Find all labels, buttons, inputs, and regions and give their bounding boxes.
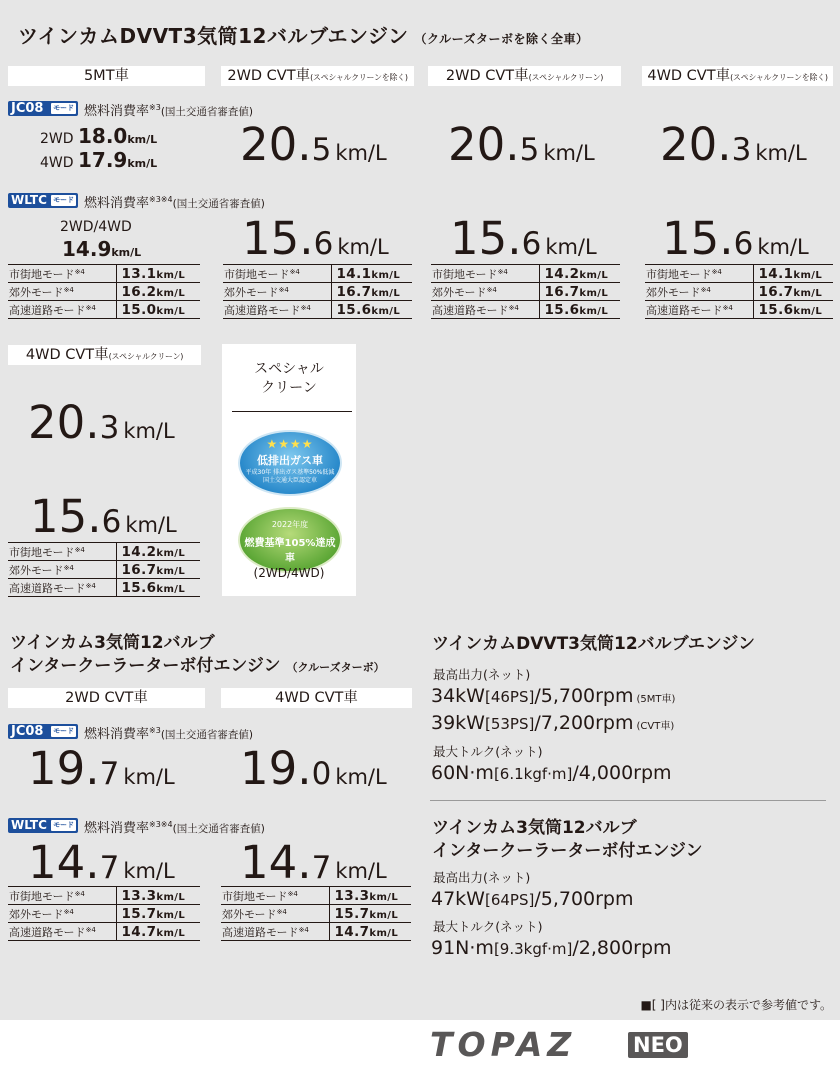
jc08-4wd-cvt-unit: km/L (755, 141, 807, 165)
section1-subtitle: （クルーズターボを除く全車） (414, 32, 589, 46)
spec-note: (5MT車) (636, 694, 676, 705)
spec2-power-label: 最高出力(ネット) (433, 870, 531, 885)
wltc-4wd-special-unit: km/L (125, 513, 177, 537)
table-row (8, 887, 200, 905)
mt-jc08-2wd-dec: 0 (113, 124, 128, 148)
section1-title-text: ツインカムDVVT3気筒12バルブエンジン (18, 24, 409, 48)
table-row (8, 561, 200, 579)
header-2wd-cvt-label: 2WD CVT車 (227, 68, 311, 84)
wltc-badge-text: WLTC (11, 193, 47, 207)
sub-value: 15.7 (334, 905, 370, 922)
mt-wltc-value (62, 237, 141, 261)
spec2-torque-label: 最大トルク(ネット) (433, 919, 543, 934)
sub-sup: ※4 (63, 563, 74, 572)
sub-value: 13.3 (334, 887, 370, 904)
spec-bracket: [6.1kgf·m] (493, 765, 573, 783)
wltc-turbo-2wd-unit: km/L (123, 859, 175, 883)
sub-unit: km/L (579, 287, 609, 299)
table-row (645, 265, 833, 283)
sub-sup: ※4 (74, 889, 85, 898)
header-2wd-cvt (221, 66, 414, 86)
jc08-4wd-special-unit: km/L (123, 419, 175, 443)
sub-sup: ※4 (722, 303, 733, 312)
header-5mt-label: 5MT車 (83, 68, 130, 84)
sub-unit: km/L (371, 269, 401, 281)
header-2wd-cvt-special-label: 2WD CVT車 (445, 68, 529, 84)
wltc-2wd-special-int: 15. (450, 212, 522, 265)
spec-main: 39kW (431, 712, 485, 734)
turbo-4wd-sub-table (221, 886, 411, 941)
sub-unit: km/L (156, 909, 186, 921)
sub-value: 14.2 (121, 543, 157, 560)
mt-jc08-4wd-int: 17. (77, 148, 114, 172)
table-row (221, 905, 411, 923)
table-row (8, 905, 200, 923)
header-turbo-2wd (8, 688, 205, 708)
4wd-special-sub-table (8, 542, 200, 597)
wltc-2wd-cvt-unit: km/L (337, 235, 389, 259)
sub-sup: ※4 (85, 581, 96, 590)
sub-value: 16.7 (121, 561, 157, 578)
2wd-special-sub-table (431, 264, 620, 319)
table-row (221, 923, 411, 941)
wltc-label-text: 燃料消費率 (84, 196, 150, 211)
sub-unit: km/L (579, 305, 609, 317)
spec-bracket: [9.3kgf·m] (493, 940, 573, 958)
wltc-4wd-special-int: 15. (30, 490, 102, 543)
spec-note: (CVT車) (636, 721, 675, 732)
jc08-badge-turbo (8, 724, 78, 739)
sub-sup: ※4 (486, 285, 497, 294)
sub-unit: km/L (369, 909, 399, 921)
sub-unit: km/L (156, 287, 186, 299)
mt-jc08-2wd-unit: km/L (127, 133, 158, 146)
wltc-badge-tag: モード (53, 196, 74, 204)
jc08-turbo-2wd-unit: km/L (123, 765, 175, 789)
sub-sup: ※4 (508, 303, 519, 312)
sub-sup: ※4 (85, 303, 96, 312)
spec-bracket: [46PS] (484, 688, 535, 706)
low-emission-logo (238, 430, 342, 496)
header-5mt (8, 66, 205, 86)
table-row (223, 301, 412, 319)
sub-unit: km/L (793, 269, 823, 281)
sub-sup: ※4 (278, 285, 289, 294)
jc08-badge-text: JC08 (11, 724, 44, 739)
sub-unit: km/L (156, 927, 186, 939)
special-clean-foot: (2WD/4WD) (253, 566, 325, 580)
sub-value: 16.7 (336, 283, 372, 300)
jc08-label-note: (国土交通省審査値) (160, 106, 254, 118)
wltc-label-note: (国土交通省審査値) (172, 823, 265, 835)
sub-sup: ※4 (74, 545, 85, 554)
spec1-title: ツインカムDVVT3気筒12バルブエンジン (432, 634, 755, 654)
jc08-turbo-4wd-value (240, 742, 387, 795)
table-row (431, 283, 620, 301)
emission-sub1: 平成30年 排出ガス基準50%低減 (245, 469, 335, 476)
fuel-standard-logo (238, 507, 342, 573)
sub-value: 16.7 (758, 283, 794, 300)
mt-wltc-unit: km/L (111, 246, 142, 259)
header-4wd-special-label: 4WD CVT車 (25, 347, 109, 363)
jc08-turbo-2wd-dec: 7 (99, 756, 120, 792)
sub-unit: km/L (371, 305, 401, 317)
sub-key: 市街地モード (9, 889, 75, 903)
wltc-2wd-cvt-dec: 6 (313, 226, 334, 262)
wltc-badge-turbo (8, 818, 78, 833)
table-row (8, 543, 200, 561)
sub-key: 高速道路モード (432, 303, 509, 317)
emission-sub2: 国土交通大臣認定車 (262, 477, 317, 484)
spec1-torque-label: 最大トルク(ネット) (433, 744, 543, 759)
jc08-2wd-cvt-value (240, 118, 387, 171)
mt-jc08-2wd-label: 2WD (40, 131, 74, 147)
header-4wd-special-note: (スペシャルクリーン) (108, 352, 184, 361)
jc08-4wd-special-dec: 3 (99, 410, 120, 446)
table-row (8, 579, 200, 597)
wltc-turbo-4wd-dec: 7 (311, 850, 332, 886)
header-4wd-cvt-label: 4WD CVT車 (647, 68, 731, 84)
mt-wltc-int: 14. (62, 237, 98, 261)
wltc-turbo-4wd-value (240, 836, 387, 889)
wltc-label (84, 192, 265, 211)
special-clean-title-line2: クリーン (261, 380, 317, 396)
sub-unit: km/L (156, 269, 186, 281)
wltc-label-sup: ※3※4 (149, 195, 173, 204)
sub-unit: km/L (579, 269, 609, 281)
4wd-cvt-sub-table (645, 264, 833, 319)
sub-key: 市街地モード (222, 889, 288, 903)
table-row (8, 283, 200, 301)
spec-rest: /5,700rpm (534, 888, 634, 910)
jc08-2wd-cvt-dec: 5 (311, 132, 332, 168)
sub-value: 14.7 (121, 923, 157, 940)
turbo-2wd-sub-table (8, 886, 200, 941)
header-2wd-cvt-special (428, 66, 621, 86)
sub-sup: ※4 (289, 267, 300, 276)
table-row (223, 283, 412, 301)
sub-unit: km/L (156, 547, 186, 559)
jc08-turbo-4wd-unit: km/L (335, 765, 387, 789)
jc08-2wd-special-value (448, 118, 595, 171)
mt-jc08-4wd (40, 148, 157, 172)
section1-title (18, 20, 589, 49)
sub-key: 高速道路モード (9, 925, 86, 939)
sub-key: 郊外モード (432, 285, 487, 299)
wltc-badge-text: WLTC (11, 818, 47, 832)
wltc-label-text: 燃料消費率 (84, 821, 150, 836)
mt-jc08-4wd-unit: km/L (127, 157, 158, 170)
header-4wd-cvt (642, 66, 833, 86)
jc08-2wd-cvt-unit: km/L (335, 141, 387, 165)
sub-value: 16.7 (544, 283, 580, 300)
wltc-turbo-2wd-dec: 7 (99, 850, 120, 886)
wltc-badge-tag: モード (53, 821, 74, 829)
sub-unit: km/L (371, 287, 401, 299)
jc08-turbo-4wd-int: 19. (240, 742, 312, 795)
jc08-label-turbo (84, 723, 253, 742)
jc08-badge (8, 101, 78, 116)
table-row (431, 265, 620, 283)
sub-value: 15.6 (544, 301, 580, 318)
logo-word: TOPAZ (430, 1025, 577, 1064)
wltc-turbo-2wd-value (28, 836, 175, 889)
sub-sup: ※4 (276, 907, 287, 916)
wltc-4wd-cvt-dec: 6 (733, 226, 754, 262)
jc08-4wd-special-value (28, 396, 175, 449)
sub-sup: ※4 (298, 925, 309, 934)
header-turbo-2wd-label: 2WD CVT車 (65, 690, 148, 706)
wltc-2wd-cvt-value (242, 212, 389, 265)
sub-value: 15.6 (336, 301, 372, 318)
jc08-2wd-cvt-int: 20. (240, 118, 312, 171)
logo-badge: NEO (628, 1032, 688, 1058)
sub-sup: ※4 (63, 285, 74, 294)
table-row (645, 283, 833, 301)
spec-divider (430, 800, 826, 801)
table-row (8, 923, 200, 941)
mt-jc08-4wd-dec: 9 (113, 148, 128, 172)
mt-wltc-dec: 9 (97, 237, 112, 261)
spec1-torque (431, 762, 672, 784)
sub-value: 14.1 (758, 265, 794, 282)
wltc-turbo-4wd-unit: km/L (335, 859, 387, 883)
sub-unit: km/L (793, 305, 823, 317)
table-row (223, 265, 412, 283)
sub-key: 郊外モード (9, 563, 64, 577)
sub-value: 13.3 (121, 887, 157, 904)
spec2-title-line2: インタークーラーターボ付エンジン (432, 841, 703, 861)
wltc-4wd-cvt-value (662, 212, 809, 265)
spec-main: 91N·m (431, 937, 494, 959)
sub-value: 15.6 (758, 301, 794, 318)
jc08-badge-tag: モード (53, 104, 74, 112)
wltc-turbo-2wd-int: 14. (28, 836, 100, 889)
wltc-2wd-cvt-int: 15. (242, 212, 314, 265)
section2-subtitle: （クルーズターボ） (286, 661, 385, 674)
spec-bracket: [53PS] (484, 715, 535, 733)
jc08-label-text: 燃料消費率 (84, 727, 150, 742)
spec1-power-label: 最高出力(ネット) (433, 667, 531, 682)
jc08-turbo-2wd-int: 19. (28, 742, 100, 795)
mt-jc08-2wd-int: 18. (77, 124, 114, 148)
spec-bracket: [64PS] (484, 891, 535, 909)
footnote: ■[ ]内は従来の表示で参考値です。 (640, 998, 832, 1012)
sub-sup: ※4 (74, 267, 85, 276)
jc08-turbo-4wd-dec: 0 (311, 756, 332, 792)
spec-main: 34kW (431, 685, 485, 707)
sub-value: 13.1 (121, 265, 157, 282)
sub-key: 市街地モード (224, 267, 290, 281)
sub-key: 高速道路モード (646, 303, 723, 317)
sub-unit: km/L (156, 305, 186, 317)
sub-value: 15.7 (121, 905, 157, 922)
sub-key: 高速道路モード (9, 581, 86, 595)
sub-key: 市街地モード (9, 545, 75, 559)
mt-wltc-sub-table (8, 264, 200, 319)
sub-key: 郊外モード (222, 907, 277, 921)
special-clean-title-line1: スペシャル (254, 361, 324, 377)
header-turbo-4wd (221, 688, 412, 708)
wltc-2wd-special-dec: 6 (521, 226, 542, 262)
sub-key: 郊外モード (9, 907, 64, 921)
emission-stars-icon: ★★★★ (266, 437, 314, 451)
spec-rest: /4,000rpm (572, 762, 672, 784)
sub-key: 市街地モード (9, 267, 75, 281)
special-clean-box (222, 344, 356, 596)
emission-title: 低排出ガス車 (257, 454, 323, 467)
jc08-2wd-special-int: 20. (448, 118, 520, 171)
jc08-label-sup: ※3 (149, 726, 161, 735)
wltc-label-note: (国土交通省審査値) (172, 198, 265, 210)
sub-value: 16.2 (121, 283, 157, 300)
topaz-neo-logo (418, 1020, 840, 1067)
fuel-title: 燃費基準105%達成車 (244, 538, 336, 564)
jc08-4wd-cvt-dec: 3 (731, 132, 752, 168)
sub-key: 郊外モード (646, 285, 701, 299)
header-2wd-cvt-special-note: (スペシャルクリーン) (528, 73, 604, 82)
wltc-label-sup: ※3※4 (149, 820, 173, 829)
section2-title-line2 (10, 655, 385, 679)
sub-key: 高速道路モード (222, 925, 299, 939)
mt-jc08-4wd-label: 4WD (40, 155, 74, 171)
sub-key: 市街地モード (432, 267, 498, 281)
sub-unit: km/L (369, 891, 399, 903)
wltc-2wd-special-unit: km/L (545, 235, 597, 259)
jc08-label (84, 100, 253, 119)
header-4wd-cvt-special (8, 345, 201, 365)
section2-title-line2-text: インタークーラーターボ付エンジン (10, 656, 281, 676)
sub-key: 郊外モード (224, 285, 279, 299)
jc08-4wd-cvt-int: 20. (660, 118, 732, 171)
spec-rest: /2,800rpm (572, 937, 672, 959)
sub-key: 市街地モード (646, 267, 712, 281)
sub-sup: ※4 (300, 303, 311, 312)
wltc-badge (8, 193, 78, 208)
table-row (221, 887, 411, 905)
jc08-label-text: 燃料消費率 (84, 104, 150, 119)
mt-wltc-label: 2WD/4WD (60, 219, 132, 235)
sub-value: 15.0 (121, 301, 157, 318)
sub-sup: ※4 (700, 285, 711, 294)
sub-value: 14.1 (336, 265, 372, 282)
2wd-cvt-sub-table (223, 264, 412, 319)
sub-sup: ※4 (85, 925, 96, 934)
spec2-torque (431, 937, 672, 959)
wltc-label-turbo (84, 817, 265, 836)
table-row (431, 301, 620, 319)
jc08-badge-text: JC08 (11, 101, 44, 116)
wltc-4wd-cvt-unit: km/L (757, 235, 809, 259)
spec-main: 47kW (431, 888, 485, 910)
table-row (8, 301, 200, 319)
jc08-badge-tag: モード (53, 727, 74, 735)
jc08-turbo-2wd-value (28, 742, 175, 795)
sub-unit: km/L (156, 891, 186, 903)
sub-value: 14.2 (544, 265, 580, 282)
fuel-year: 2022年度 (271, 520, 309, 529)
jc08-4wd-special-int: 20. (28, 396, 100, 449)
sub-unit: km/L (156, 583, 186, 595)
spec2-power-row1 (431, 888, 634, 910)
spec-rest: /5,700rpm (534, 685, 634, 707)
sub-sup: ※4 (497, 267, 508, 276)
sub-value: 14.7 (334, 923, 370, 940)
wltc-4wd-special-value (30, 490, 177, 543)
special-clean-divider (232, 411, 352, 412)
wltc-4wd-cvt-int: 15. (662, 212, 734, 265)
sub-unit: km/L (156, 565, 186, 577)
table-row (645, 301, 833, 319)
sub-value: 15.6 (121, 579, 157, 596)
header-turbo-4wd-label: 4WD CVT車 (275, 690, 358, 706)
table-row (8, 265, 200, 283)
spec-main: 60N·m (431, 762, 494, 784)
wltc-2wd-special-value (450, 212, 597, 265)
sub-unit: km/L (369, 927, 399, 939)
header-2wd-cvt-note: (スペシャルクリーンを除く) (310, 73, 408, 82)
header-4wd-cvt-note: (スペシャルクリーンを除く) (730, 73, 828, 82)
wltc-4wd-special-dec: 6 (101, 504, 122, 540)
jc08-4wd-cvt-value (660, 118, 807, 171)
section2-title-line1: ツインカム3気筒12バルブ (10, 633, 215, 653)
sub-key: 高速道路モード (9, 303, 86, 317)
jc08-label-note: (国土交通省審査値) (160, 729, 254, 741)
sub-sup: ※4 (63, 907, 74, 916)
sub-key: 郊外モード (9, 285, 64, 299)
sub-sup: ※4 (287, 889, 298, 898)
jc08-label-sup: ※3 (149, 103, 161, 112)
spec1-power-row1 (431, 685, 675, 707)
spec2-title-line1: ツインカム3気筒12バルブ (432, 818, 637, 838)
spec-rest: /7,200rpm (534, 712, 634, 734)
special-clean-title (222, 360, 356, 398)
sub-key: 高速道路モード (224, 303, 301, 317)
mt-jc08-2wd (40, 124, 157, 148)
sub-unit: km/L (793, 287, 823, 299)
sub-sup: ※4 (711, 267, 722, 276)
jc08-2wd-special-dec: 5 (519, 132, 540, 168)
jc08-2wd-special-unit: km/L (543, 141, 595, 165)
spec1-power-row2 (431, 712, 674, 734)
wltc-turbo-4wd-int: 14. (240, 836, 312, 889)
